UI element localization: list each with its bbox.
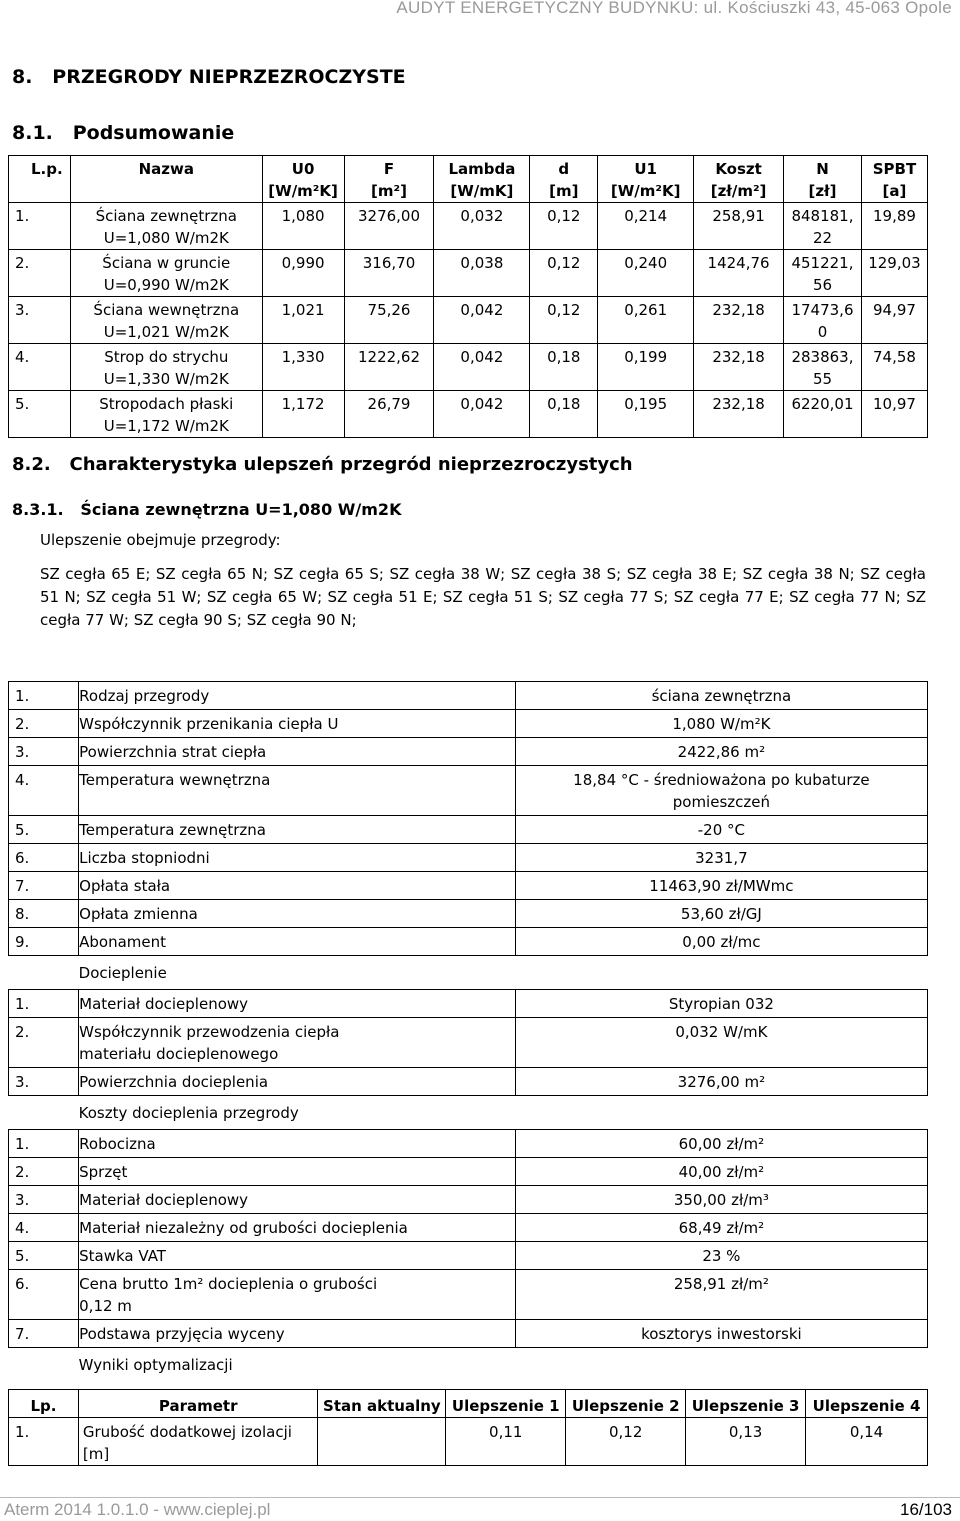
summary-header-row: [9, 156, 928, 203]
koszty-title: Koszty docieplenia przegrody: [78, 1104, 299, 1122]
intro-text: Ulepszenie obejmuje przegrody:: [40, 531, 281, 549]
table-row: 2. Ściana w gruncie U=0,990 W/m2K 0,990 316,70 0,038 0,12 0,240 1424,76 451221, 56 129,03: [9, 250, 928, 297]
table-row: 4. Materiał niezależny od grubości docieplenia 68,49 zł/m²: [9, 1214, 928, 1242]
section-8-3-1-title: 8.3.1. Ściana zewnętrzna U=1,080 W/m2K: [12, 500, 402, 519]
table-row: 2. Współczynnik przenikania ciepła U 1,080 W/m²K: [9, 710, 928, 738]
table-row: 5. Temperatura zewnętrzna -20 °C: [9, 816, 928, 844]
table-row: 3. Ściana wewnętrzna U=1,021 W/m2K 1,021 75,26 0,042 0,12 0,261 232,18 17473,6 0 94,97: [9, 297, 928, 344]
table-row: 1. Ściana zewnętrzna U=1,080 W/m2K 1,080 3276,00 0,032 0,12 0,214 258,91 848181, 22 19,89: [9, 203, 928, 250]
summary-table: [8, 155, 928, 438]
table-row: 7. Opłata stała 11463,90 zł/MWmc: [9, 872, 928, 900]
table-row: 4. Temperatura wewnętrzna 18,84 °C - średnioważona po kubaturze pomieszczeń: [9, 766, 928, 816]
footer-divider: [0, 1497, 960, 1498]
table-row: 9. Abonament 0,00 zł/mc: [9, 928, 928, 956]
ocieplenie-title: Docieplenie: [78, 964, 167, 982]
table-row: 7. Podstawa przyjęcia wyceny kosztorys inwestorski: [9, 1320, 928, 1348]
col-spbt: SPBT [a]: [861, 156, 927, 203]
col-d: d [m]: [530, 156, 598, 203]
table-row: 3. Materiał docieplenowy 350,00 zł/m³: [9, 1186, 928, 1214]
table-row: 6. Liczba stopniodni 3231,7: [9, 844, 928, 872]
table-row: 4. Strop do strychu U=1,330 W/m2K 1,330 1222,62 0,042 0,18 0,199 232,18 283863, 55 74,58: [9, 344, 928, 391]
section-8-2-title: 8.2. Charakterystyka ulepszeń przegród nieprzezroczystych: [12, 454, 633, 475]
col-lp: L.p.: [9, 156, 71, 203]
table-row: 3. Powierzchnia strat ciepła 2422,86 m²: [9, 738, 928, 766]
page-number: 16/103: [900, 1500, 952, 1519]
wyniki-title: Wyniki optymalizacji: [78, 1356, 233, 1374]
table-row: 3. Powierzchnia docieplenia 3276,00 m²: [9, 1068, 928, 1096]
col-n: N [zł]: [784, 156, 862, 203]
results-table: [8, 1389, 928, 1466]
section-label-row: [9, 1348, 928, 1382]
col-u1: U1 [W/m²K]: [598, 156, 694, 203]
table-row: 1. Robocizna 60,00 zł/m²: [9, 1130, 928, 1158]
col-lambda: Lambda [W/mK]: [434, 156, 530, 203]
params-table: [8, 681, 928, 1381]
section-label-row: [9, 1096, 928, 1130]
table-row: 2. Współczynnik przewodzenia ciepła materiału docieplenowego 0,032 W/mK: [9, 1018, 928, 1068]
table-row: 5. Stawka VAT 23 %: [9, 1242, 928, 1270]
table-row: 6. Cena brutto 1m² docieplenia o grubości 0,12 m 258,91 zł/m²: [9, 1270, 928, 1320]
col-koszt: Koszt [zł/m²]: [694, 156, 784, 203]
partitions-list: SZ cegła 65 E; SZ cegła 65 N; SZ cegła 65 S; SZ cegła 38 W; SZ cegła 38 S; SZ cegła 38 E; SZ cegła 38 N; SZ cegła 51 N; SZ cegła 51 W; SZ cegła 65 W; SZ cegła 51 E; SZ cegła 51 S; SZ cegła 77 S; SZ cegła 77 E; SZ cegła 77 N; SZ cegła 77 W; SZ cegła 90 S; SZ cegła 90 N;: [40, 565, 926, 629]
section-label-row: [9, 956, 928, 990]
table-row: 2. Sprzęt 40,00 zł/m²: [9, 1158, 928, 1186]
table-row: 1. Materiał docieplenowy Styropian 032: [9, 990, 928, 1018]
table-row: 1. Rodzaj przegrody ściana zewnętrzna: [9, 682, 928, 710]
col-nazwa: Nazwa: [70, 156, 262, 203]
col-u0: U0 [W/m²K]: [262, 156, 344, 203]
table-row: 1. Grubość dodatkowej izolacji [m] 0,11 0,12 0,13 0,14: [9, 1418, 928, 1466]
section-8-title: 8. PRZEGRODY NIEPRZEZROCZYSTE: [12, 66, 406, 88]
section-8-1-title: 8.1. Podsumowanie: [12, 122, 235, 144]
col-f: F [m²]: [344, 156, 434, 203]
header-text: AUDYT ENERGETYCZNY BUDYNKU: ul. Kościuszki 43, 45-063 Opole: [396, 0, 952, 17]
footer-software: Aterm 2014 1.0.1.0 - www.cieplej.pl: [4, 1500, 271, 1519]
table-row: 8. Opłata zmienna 53,60 zł/GJ: [9, 900, 928, 928]
results-header-row: Lp. Parametr Stan aktualny Ulepszenie 1 Ulepszenie 2 Ulepszenie 3 Ulepszenie 4: [9, 1390, 928, 1418]
table-row: 5. Stropodach płaski U=1,172 W/m2K 1,172 26,79 0,042 0,18 0,195 232,18 6220,01 10,97: [9, 391, 928, 438]
page-header: [0, 0, 960, 25]
